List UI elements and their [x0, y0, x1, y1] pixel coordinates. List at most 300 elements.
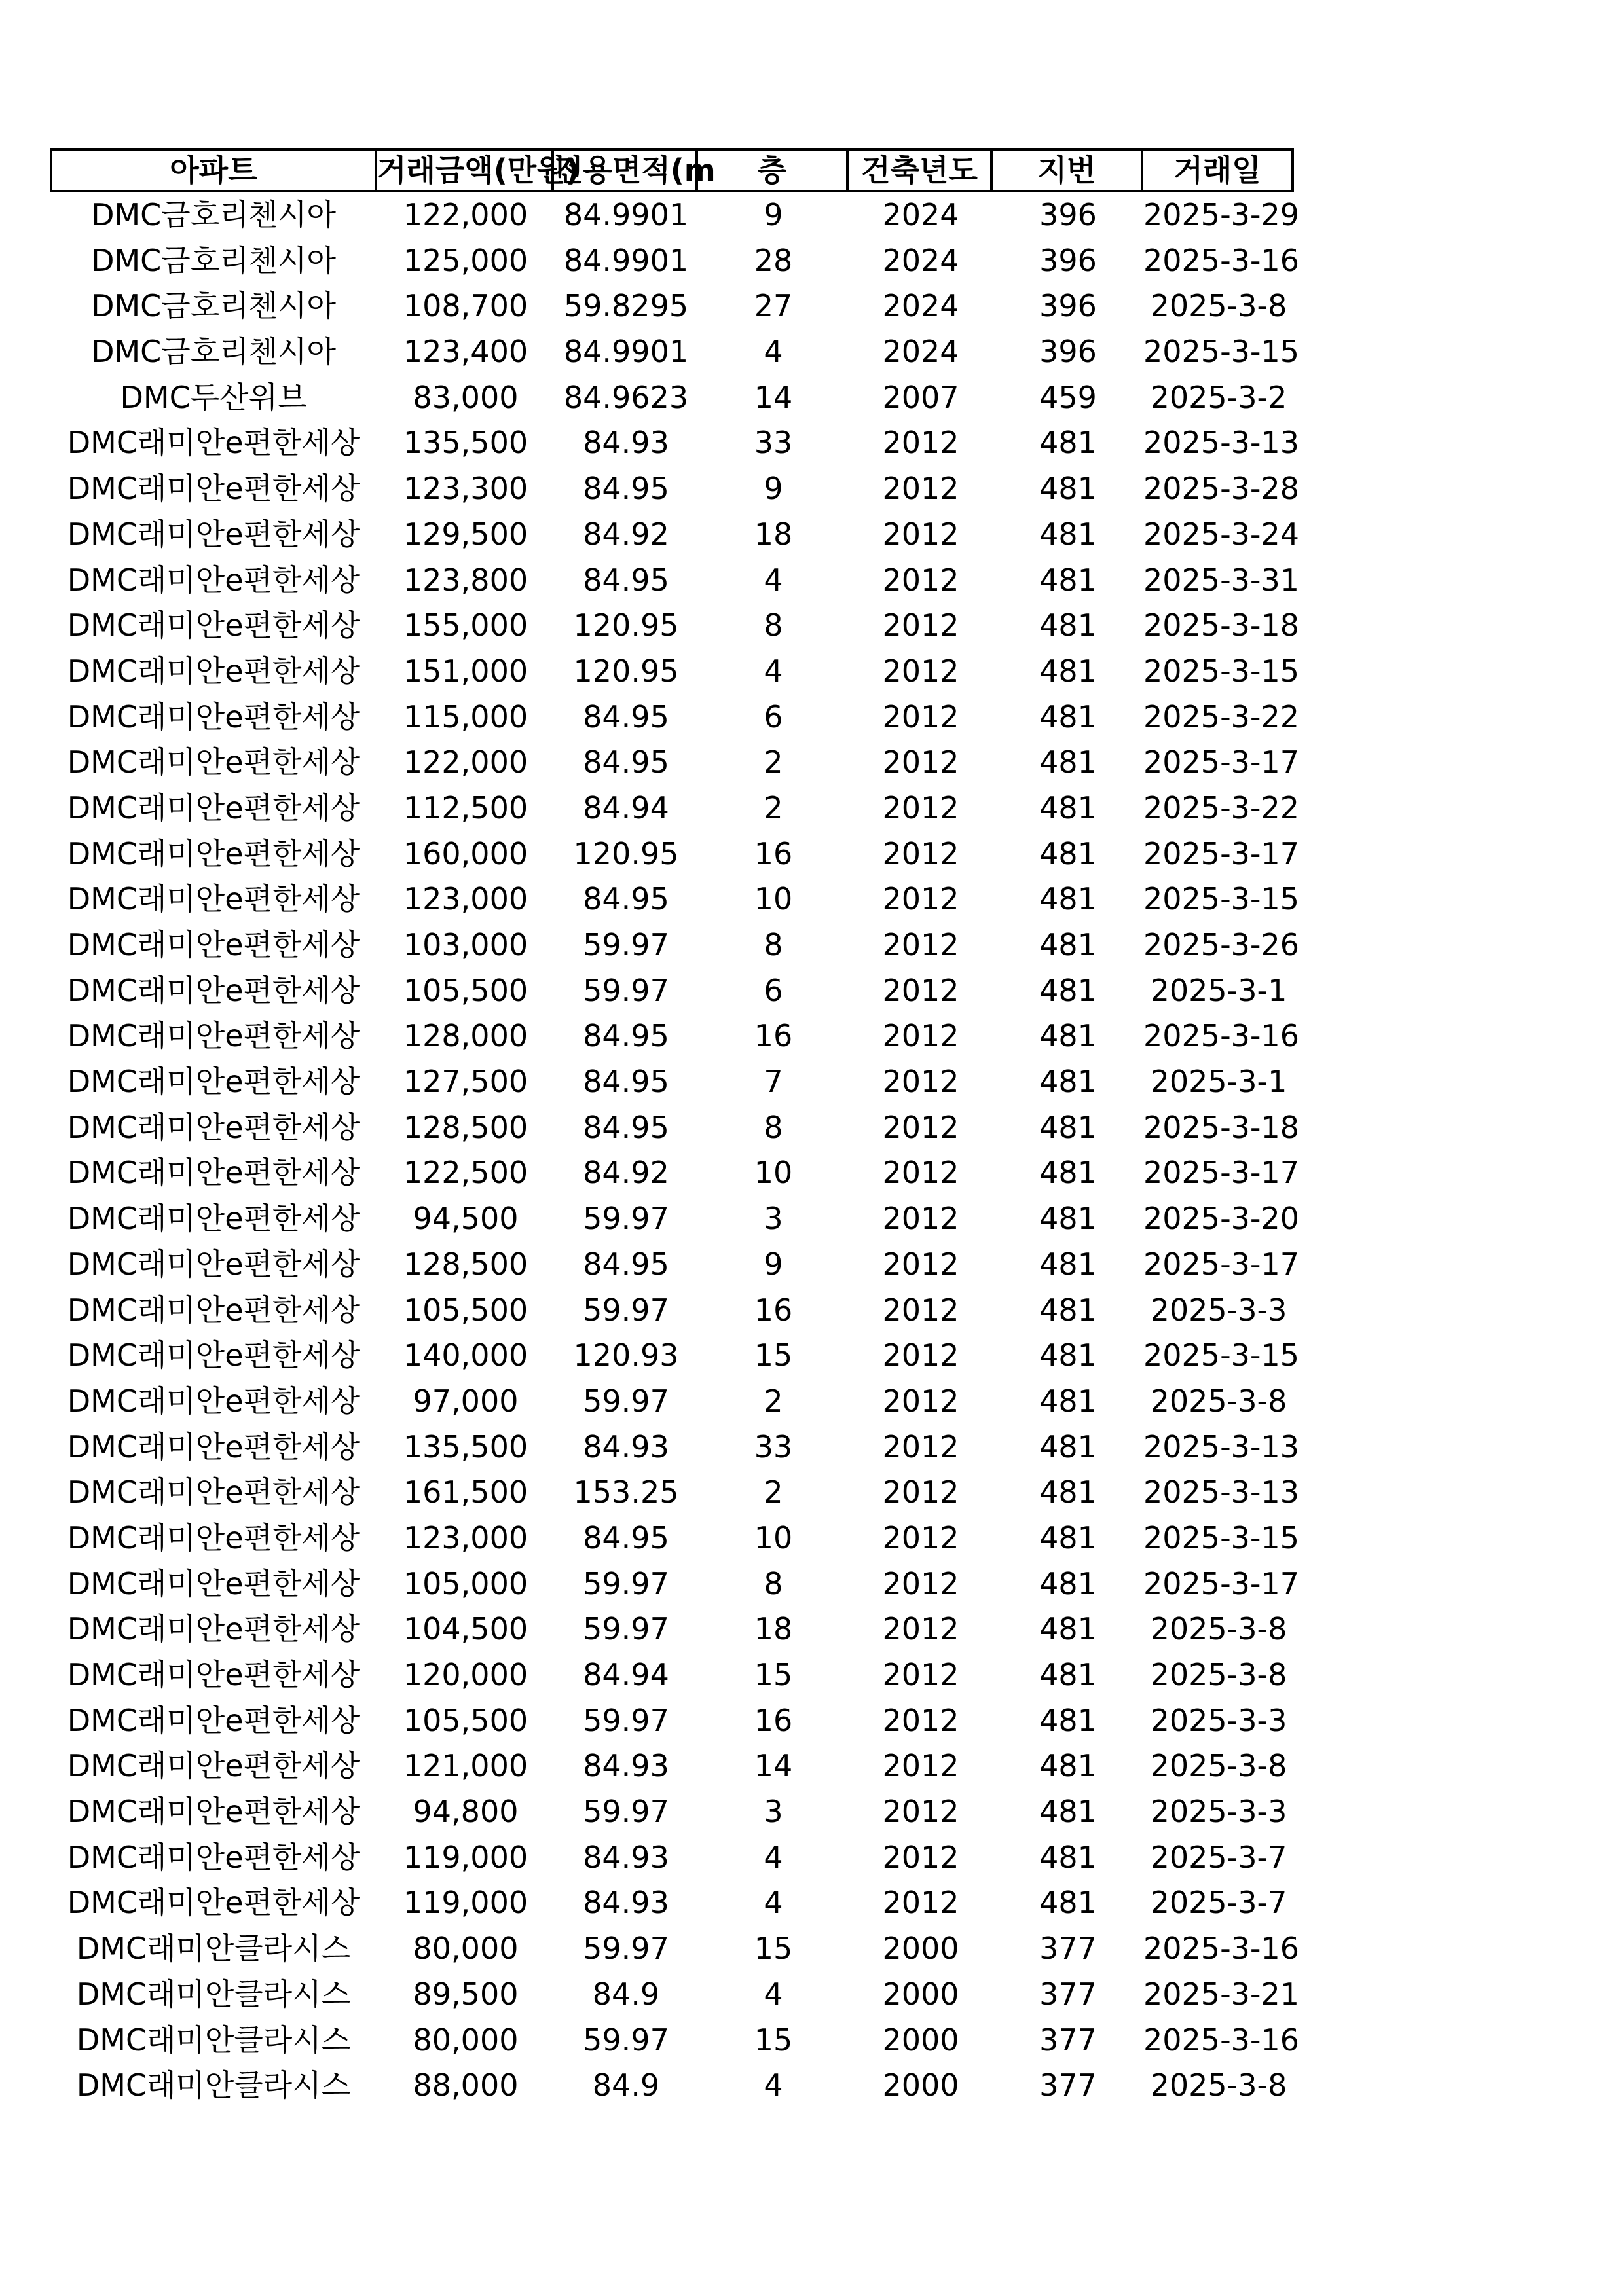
- cell-trade-date[interactable]: 2025-3-3: [1150, 1702, 1287, 1738]
- cell-lot-number[interactable]: 481: [1039, 1429, 1097, 1465]
- cell-floor[interactable]: 4: [764, 653, 783, 689]
- cell-apartment[interactable]: DMC래미안e편한세상: [67, 1885, 360, 1921]
- cell-trade-date[interactable]: 2025-3-7: [1150, 1885, 1287, 1921]
- cell-apartment[interactable]: DMC래미안e편한세상: [67, 1429, 360, 1465]
- cell-trade-date[interactable]: 2025-3-8: [1150, 1657, 1287, 1692]
- cell-lot-number[interactable]: 481: [1039, 1292, 1097, 1328]
- cell-exclusive-area[interactable]: 59.97: [583, 1794, 669, 1830]
- cell-apartment[interactable]: DMC래미안e편한세상: [67, 471, 360, 507]
- cell-trade-date[interactable]: 2025-3-15: [1143, 334, 1300, 370]
- cell-apartment[interactable]: DMC래미안클라시스: [76, 1976, 351, 2012]
- cell-exclusive-area[interactable]: 59.97: [583, 1565, 669, 1601]
- cell-trade-date[interactable]: 2025-3-8: [1150, 2068, 1287, 2104]
- cell-trade-amount[interactable]: 94,800: [413, 1794, 519, 1830]
- cell-build-year[interactable]: 2012: [882, 562, 959, 598]
- cell-build-year[interactable]: 2012: [882, 881, 959, 917]
- cell-build-year[interactable]: 2012: [882, 1885, 959, 1921]
- cell-apartment[interactable]: DMC래미안e편한세상: [67, 1383, 360, 1419]
- cell-lot-number[interactable]: 481: [1039, 1064, 1097, 1100]
- cell-lot-number[interactable]: 481: [1039, 608, 1097, 644]
- cell-lot-number[interactable]: 377: [1039, 2022, 1097, 2058]
- cell-apartment[interactable]: DMC금호리첸시아: [91, 288, 336, 324]
- cell-exclusive-area[interactable]: 120.95: [573, 653, 679, 689]
- cell-build-year[interactable]: 2012: [882, 1201, 959, 1237]
- cell-trade-amount[interactable]: 105,000: [403, 1565, 528, 1601]
- cell-lot-number[interactable]: 481: [1039, 1794, 1097, 1830]
- cell-trade-amount[interactable]: 89,500: [413, 1976, 519, 2012]
- cell-lot-number[interactable]: 481: [1039, 790, 1097, 826]
- cell-apartment[interactable]: DMC금호리첸시아: [91, 334, 336, 370]
- cell-build-year[interactable]: 2012: [882, 699, 959, 735]
- cell-floor[interactable]: 8: [764, 927, 783, 962]
- cell-build-year[interactable]: 2024: [882, 288, 959, 324]
- cell-lot-number[interactable]: 481: [1039, 1565, 1097, 1601]
- header-apartment[interactable]: 아파트: [50, 148, 377, 192]
- cell-build-year[interactable]: 2012: [882, 1474, 959, 1510]
- cell-floor[interactable]: 16: [754, 1018, 793, 1054]
- cell-floor[interactable]: 28: [754, 242, 793, 278]
- cell-lot-number[interactable]: 481: [1039, 1748, 1097, 1784]
- cell-trade-amount[interactable]: 140,000: [403, 1338, 528, 1374]
- cell-build-year[interactable]: 2012: [882, 1702, 959, 1738]
- cell-trade-amount[interactable]: 122,500: [403, 1155, 528, 1191]
- cell-trade-date[interactable]: 2025-3-31: [1143, 562, 1300, 598]
- cell-lot-number[interactable]: 481: [1039, 1383, 1097, 1419]
- cell-trade-date[interactable]: 2025-3-24: [1143, 516, 1300, 552]
- cell-trade-date[interactable]: 2025-3-18: [1143, 608, 1300, 644]
- cell-apartment[interactable]: DMC래미안e편한세상: [67, 1794, 360, 1830]
- cell-build-year[interactable]: 2012: [882, 471, 959, 507]
- cell-lot-number[interactable]: 481: [1039, 562, 1097, 598]
- cell-floor[interactable]: 10: [754, 881, 793, 917]
- cell-lot-number[interactable]: 481: [1039, 1201, 1097, 1237]
- cell-build-year[interactable]: 2024: [882, 242, 959, 278]
- cell-floor[interactable]: 2: [764, 1474, 783, 1510]
- header-floor[interactable]: 층: [698, 148, 849, 192]
- cell-trade-amount[interactable]: 123,000: [403, 1520, 528, 1556]
- cell-apartment[interactable]: DMC래미안e편한세상: [67, 1702, 360, 1738]
- cell-trade-date[interactable]: 2025-3-2: [1150, 379, 1287, 415]
- cell-build-year[interactable]: 2012: [882, 1064, 959, 1100]
- cell-exclusive-area[interactable]: 84.95: [583, 1520, 669, 1556]
- cell-floor[interactable]: 33: [754, 425, 793, 461]
- cell-exclusive-area[interactable]: 84.93: [583, 1748, 669, 1784]
- cell-trade-amount[interactable]: 108,700: [403, 288, 528, 324]
- cell-exclusive-area[interactable]: 59.97: [583, 1702, 669, 1738]
- cell-lot-number[interactable]: 481: [1039, 835, 1097, 871]
- cell-trade-date[interactable]: 2025-3-8: [1150, 288, 1287, 324]
- cell-trade-amount[interactable]: 122,000: [403, 197, 528, 232]
- cell-build-year[interactable]: 2000: [882, 1931, 959, 1967]
- cell-apartment[interactable]: DMC래미안e편한세상: [67, 562, 360, 598]
- cell-trade-date[interactable]: 2025-3-28: [1143, 471, 1300, 507]
- cell-apartment[interactable]: DMC래미안e편한세상: [67, 1474, 360, 1510]
- cell-trade-date[interactable]: 2025-3-16: [1143, 2022, 1300, 2058]
- cell-exclusive-area[interactable]: 59.97: [583, 1292, 669, 1328]
- cell-lot-number[interactable]: 459: [1039, 379, 1097, 415]
- cell-floor[interactable]: 16: [754, 1292, 793, 1328]
- cell-lot-number[interactable]: 481: [1039, 881, 1097, 917]
- cell-trade-date[interactable]: 2025-3-3: [1150, 1794, 1287, 1830]
- cell-exclusive-area[interactable]: 59.97: [583, 1383, 669, 1419]
- cell-apartment[interactable]: DMC래미안e편한세상: [67, 835, 360, 871]
- cell-build-year[interactable]: 2024: [882, 334, 959, 370]
- cell-trade-amount[interactable]: 103,000: [403, 927, 528, 962]
- cell-lot-number[interactable]: 481: [1039, 516, 1097, 552]
- cell-trade-date[interactable]: 2025-3-15: [1143, 1520, 1300, 1556]
- cell-build-year[interactable]: 2012: [882, 1748, 959, 1784]
- cell-lot-number[interactable]: 481: [1039, 1611, 1097, 1647]
- cell-trade-amount[interactable]: 125,000: [403, 242, 528, 278]
- cell-exclusive-area[interactable]: 153.25: [573, 1474, 679, 1510]
- cell-apartment[interactable]: DMC래미안e편한세상: [67, 425, 360, 461]
- cell-trade-amount[interactable]: 123,000: [403, 881, 528, 917]
- cell-trade-amount[interactable]: 151,000: [403, 653, 528, 689]
- cell-build-year[interactable]: 2012: [882, 1429, 959, 1465]
- cell-floor[interactable]: 27: [754, 288, 793, 324]
- cell-trade-amount[interactable]: 97,000: [413, 1383, 519, 1419]
- cell-exclusive-area[interactable]: 84.95: [583, 881, 669, 917]
- cell-apartment[interactable]: DMC래미안e편한세상: [67, 1748, 360, 1784]
- cell-apartment[interactable]: DMC래미안e편한세상: [67, 1657, 360, 1692]
- header-lot-number[interactable]: 지번: [993, 148, 1143, 192]
- cell-trade-date[interactable]: 2025-3-3: [1150, 1292, 1287, 1328]
- cell-lot-number[interactable]: 377: [1039, 1976, 1097, 2012]
- cell-lot-number[interactable]: 377: [1039, 1931, 1097, 1967]
- cell-floor[interactable]: 6: [764, 972, 783, 1008]
- cell-trade-date[interactable]: 2025-3-7: [1150, 1839, 1287, 1875]
- cell-apartment[interactable]: DMC래미안e편한세상: [67, 1520, 360, 1556]
- cell-lot-number[interactable]: 396: [1039, 242, 1097, 278]
- cell-exclusive-area[interactable]: 84.94: [583, 790, 669, 826]
- cell-floor[interactable]: 8: [764, 608, 783, 644]
- cell-lot-number[interactable]: 481: [1039, 972, 1097, 1008]
- cell-floor[interactable]: 9: [764, 471, 783, 507]
- cell-floor[interactable]: 14: [754, 1748, 793, 1784]
- cell-apartment[interactable]: DMC래미안e편한세상: [67, 927, 360, 962]
- cell-trade-date[interactable]: 2025-3-1: [1150, 972, 1287, 1008]
- cell-apartment[interactable]: DMC래미안e편한세상: [67, 1155, 360, 1191]
- cell-trade-date[interactable]: 2025-3-26: [1143, 927, 1300, 962]
- cell-build-year[interactable]: 2012: [882, 1611, 959, 1647]
- cell-floor[interactable]: 4: [764, 1885, 783, 1921]
- cell-lot-number[interactable]: 481: [1039, 1338, 1097, 1374]
- cell-apartment[interactable]: DMC래미안e편한세상: [67, 1839, 360, 1875]
- cell-trade-amount[interactable]: 88,000: [413, 2068, 519, 2104]
- cell-apartment[interactable]: DMC래미안e편한세상: [67, 1201, 360, 1237]
- cell-lot-number[interactable]: 481: [1039, 1657, 1097, 1692]
- cell-floor[interactable]: 4: [764, 1976, 783, 2012]
- cell-trade-amount[interactable]: 127,500: [403, 1064, 528, 1100]
- cell-trade-amount[interactable]: 104,500: [403, 1611, 528, 1647]
- cell-apartment[interactable]: DMC래미안e편한세상: [67, 790, 360, 826]
- cell-exclusive-area[interactable]: 84.93: [583, 425, 669, 461]
- cell-apartment[interactable]: DMC금호리첸시아: [91, 242, 336, 278]
- cell-apartment[interactable]: DMC래미안e편한세상: [67, 744, 360, 780]
- cell-exclusive-area[interactable]: 120.95: [573, 608, 679, 644]
- cell-exclusive-area[interactable]: 59.97: [583, 972, 669, 1008]
- cell-exclusive-area[interactable]: 59.8295: [563, 288, 689, 324]
- cell-floor[interactable]: 15: [754, 2022, 793, 2058]
- cell-exclusive-area[interactable]: 59.97: [583, 1611, 669, 1647]
- cell-floor[interactable]: 14: [754, 379, 793, 415]
- cell-lot-number[interactable]: 481: [1039, 1885, 1097, 1921]
- cell-trade-date[interactable]: 2025-3-16: [1143, 242, 1300, 278]
- cell-apartment[interactable]: DMC래미안e편한세상: [67, 1064, 360, 1100]
- cell-floor[interactable]: 15: [754, 1931, 793, 1967]
- cell-lot-number[interactable]: 481: [1039, 425, 1097, 461]
- cell-trade-date[interactable]: 2025-3-8: [1150, 1748, 1287, 1784]
- cell-trade-amount[interactable]: 115,000: [403, 699, 528, 735]
- cell-floor[interactable]: 7: [764, 1064, 783, 1100]
- cell-exclusive-area[interactable]: 59.97: [583, 1201, 669, 1237]
- cell-floor[interactable]: 4: [764, 2068, 783, 2104]
- cell-exclusive-area[interactable]: 59.97: [583, 1931, 669, 1967]
- cell-lot-number[interactable]: 481: [1039, 927, 1097, 962]
- cell-build-year[interactable]: 2012: [882, 1338, 959, 1374]
- cell-exclusive-area[interactable]: 84.95: [583, 699, 669, 735]
- cell-trade-amount[interactable]: 129,500: [403, 516, 528, 552]
- cell-build-year[interactable]: 2000: [882, 2068, 959, 2104]
- cell-exclusive-area[interactable]: 84.9: [592, 1976, 660, 2012]
- cell-apartment[interactable]: DMC래미안e편한세상: [67, 653, 360, 689]
- cell-floor[interactable]: 16: [754, 835, 793, 871]
- cell-exclusive-area[interactable]: 84.92: [583, 1155, 669, 1191]
- cell-build-year[interactable]: 2012: [882, 1520, 959, 1556]
- cell-exclusive-area[interactable]: 84.95: [583, 1109, 669, 1145]
- cell-floor[interactable]: 16: [754, 1702, 793, 1738]
- cell-floor[interactable]: 2: [764, 790, 783, 826]
- cell-trade-amount[interactable]: 155,000: [403, 608, 528, 644]
- header-exclusive-area[interactable]: 전용면적(m: [554, 148, 698, 192]
- cell-apartment[interactable]: DMC래미안e편한세상: [67, 1338, 360, 1374]
- cell-build-year[interactable]: 2012: [882, 1155, 959, 1191]
- cell-floor[interactable]: 10: [754, 1520, 793, 1556]
- cell-trade-amount[interactable]: 80,000: [413, 1931, 519, 1967]
- cell-lot-number[interactable]: 481: [1039, 471, 1097, 507]
- cell-floor[interactable]: 18: [754, 516, 793, 552]
- cell-build-year[interactable]: 2012: [882, 744, 959, 780]
- cell-build-year[interactable]: 2012: [882, 1109, 959, 1145]
- cell-apartment[interactable]: DMC두산위브: [120, 379, 307, 415]
- cell-trade-date[interactable]: 2025-3-8: [1150, 1611, 1287, 1647]
- cell-trade-date[interactable]: 2025-3-1: [1150, 1064, 1287, 1100]
- cell-floor[interactable]: 9: [764, 1246, 783, 1282]
- cell-build-year[interactable]: 2012: [882, 790, 959, 826]
- cell-apartment[interactable]: DMC래미안e편한세상: [67, 516, 360, 552]
- cell-floor[interactable]: 8: [764, 1109, 783, 1145]
- cell-trade-amount[interactable]: 123,800: [403, 562, 528, 598]
- header-trade-amount[interactable]: 거래금액(만원): [377, 148, 554, 192]
- cell-trade-date[interactable]: 2025-3-22: [1143, 699, 1300, 735]
- cell-trade-date[interactable]: 2025-3-22: [1143, 790, 1300, 826]
- cell-trade-amount[interactable]: 135,500: [403, 1429, 528, 1465]
- cell-apartment[interactable]: DMC래미안클라시스: [76, 2068, 351, 2104]
- cell-apartment[interactable]: DMC래미안e편한세상: [67, 1109, 360, 1145]
- cell-build-year[interactable]: 2012: [882, 653, 959, 689]
- cell-trade-date[interactable]: 2025-3-18: [1143, 1109, 1300, 1145]
- cell-build-year[interactable]: 2012: [882, 1657, 959, 1692]
- cell-apartment[interactable]: DMC래미안e편한세상: [67, 1246, 360, 1282]
- cell-apartment[interactable]: DMC래미안e편한세상: [67, 608, 360, 644]
- cell-lot-number[interactable]: 481: [1039, 1520, 1097, 1556]
- cell-trade-amount[interactable]: 105,500: [403, 1292, 528, 1328]
- cell-exclusive-area[interactable]: 84.95: [583, 1246, 669, 1282]
- cell-trade-date[interactable]: 2025-3-17: [1143, 835, 1300, 871]
- cell-trade-date[interactable]: 2025-3-13: [1143, 1474, 1300, 1510]
- cell-exclusive-area[interactable]: 84.93: [583, 1429, 669, 1465]
- cell-floor[interactable]: 15: [754, 1657, 793, 1692]
- cell-trade-date[interactable]: 2025-3-15: [1143, 881, 1300, 917]
- cell-trade-amount[interactable]: 105,500: [403, 972, 528, 1008]
- cell-trade-date[interactable]: 2025-3-8: [1150, 1383, 1287, 1419]
- cell-build-year[interactable]: 2012: [882, 1383, 959, 1419]
- cell-floor[interactable]: 9: [764, 197, 783, 232]
- cell-apartment[interactable]: DMC래미안e편한세상: [67, 1292, 360, 1328]
- cell-floor[interactable]: 4: [764, 334, 783, 370]
- cell-exclusive-area[interactable]: 84.95: [583, 744, 669, 780]
- cell-exclusive-area[interactable]: 84.95: [583, 1064, 669, 1100]
- cell-trade-amount[interactable]: 128,000: [403, 1018, 528, 1054]
- cell-floor[interactable]: 2: [764, 1383, 783, 1419]
- cell-build-year[interactable]: 2007: [882, 379, 959, 415]
- cell-trade-amount[interactable]: 94,500: [413, 1201, 519, 1237]
- cell-floor[interactable]: 4: [764, 562, 783, 598]
- cell-apartment[interactable]: DMC래미안e편한세상: [67, 1565, 360, 1601]
- cell-exclusive-area[interactable]: 120.93: [573, 1338, 679, 1374]
- cell-exclusive-area[interactable]: 84.93: [583, 1885, 669, 1921]
- cell-build-year[interactable]: 2012: [882, 927, 959, 962]
- cell-exclusive-area[interactable]: 84.9901: [563, 334, 689, 370]
- cell-trade-amount[interactable]: 123,300: [403, 471, 528, 507]
- cell-trade-amount[interactable]: 123,400: [403, 334, 528, 370]
- cell-apartment[interactable]: DMC래미안e편한세상: [67, 881, 360, 917]
- cell-floor[interactable]: 33: [754, 1429, 793, 1465]
- cell-exclusive-area[interactable]: 84.92: [583, 516, 669, 552]
- cell-build-year[interactable]: 2012: [882, 425, 959, 461]
- cell-trade-amount[interactable]: 128,500: [403, 1109, 528, 1145]
- cell-floor[interactable]: 2: [764, 744, 783, 780]
- cell-apartment[interactable]: DMC래미안e편한세상: [67, 1018, 360, 1054]
- cell-build-year[interactable]: 2012: [882, 516, 959, 552]
- cell-trade-date[interactable]: 2025-3-21: [1143, 1976, 1300, 2012]
- cell-build-year[interactable]: 2012: [882, 1794, 959, 1830]
- cell-trade-date[interactable]: 2025-3-16: [1143, 1931, 1300, 1967]
- cell-trade-amount[interactable]: 112,500: [403, 790, 528, 826]
- cell-floor[interactable]: 10: [754, 1155, 793, 1191]
- cell-lot-number[interactable]: 481: [1039, 699, 1097, 735]
- cell-build-year[interactable]: 2000: [882, 1976, 959, 2012]
- cell-build-year[interactable]: 2012: [882, 1839, 959, 1875]
- cell-build-year[interactable]: 2012: [882, 1565, 959, 1601]
- cell-floor[interactable]: 18: [754, 1611, 793, 1647]
- cell-apartment[interactable]: DMC래미안클라시스: [76, 2022, 351, 2058]
- cell-build-year[interactable]: 2012: [882, 1292, 959, 1328]
- cell-trade-amount[interactable]: 119,000: [403, 1839, 528, 1875]
- cell-build-year[interactable]: 2000: [882, 2022, 959, 2058]
- cell-trade-amount[interactable]: 160,000: [403, 835, 528, 871]
- cell-trade-amount[interactable]: 161,500: [403, 1474, 528, 1510]
- cell-trade-date[interactable]: 2025-3-20: [1143, 1201, 1300, 1237]
- cell-lot-number[interactable]: 481: [1039, 1018, 1097, 1054]
- cell-trade-date[interactable]: 2025-3-29: [1143, 197, 1300, 232]
- cell-lot-number[interactable]: 481: [1039, 653, 1097, 689]
- cell-trade-amount[interactable]: 105,500: [403, 1702, 528, 1738]
- cell-trade-amount[interactable]: 128,500: [403, 1246, 528, 1282]
- cell-exclusive-area[interactable]: 84.94: [583, 1657, 669, 1692]
- cell-build-year[interactable]: 2012: [882, 972, 959, 1008]
- cell-trade-amount[interactable]: 120,000: [403, 1657, 528, 1692]
- cell-exclusive-area[interactable]: 84.9623: [563, 379, 689, 415]
- cell-trade-date[interactable]: 2025-3-17: [1143, 1246, 1300, 1282]
- cell-exclusive-area[interactable]: 84.9901: [563, 197, 689, 232]
- cell-apartment[interactable]: DMC래미안e편한세상: [67, 699, 360, 735]
- cell-trade-date[interactable]: 2025-3-17: [1143, 744, 1300, 780]
- cell-build-year[interactable]: 2012: [882, 608, 959, 644]
- cell-floor[interactable]: 6: [764, 699, 783, 735]
- cell-floor[interactable]: 15: [754, 1338, 793, 1374]
- cell-trade-date[interactable]: 2025-3-13: [1143, 1429, 1300, 1465]
- cell-exclusive-area[interactable]: 120.95: [573, 835, 679, 871]
- cell-floor[interactable]: 3: [764, 1201, 783, 1237]
- cell-trade-amount[interactable]: 80,000: [413, 2022, 519, 2058]
- cell-apartment[interactable]: DMC래미안e편한세상: [67, 1611, 360, 1647]
- cell-exclusive-area[interactable]: 84.9901: [563, 242, 689, 278]
- cell-lot-number[interactable]: 481: [1039, 1839, 1097, 1875]
- cell-floor[interactable]: 3: [764, 1794, 783, 1830]
- cell-build-year[interactable]: 2012: [882, 1246, 959, 1282]
- cell-lot-number[interactable]: 481: [1039, 1702, 1097, 1738]
- cell-build-year[interactable]: 2012: [882, 1018, 959, 1054]
- cell-lot-number[interactable]: 481: [1039, 744, 1097, 780]
- cell-trade-amount[interactable]: 122,000: [403, 744, 528, 780]
- cell-trade-date[interactable]: 2025-3-17: [1143, 1155, 1300, 1191]
- cell-lot-number[interactable]: 396: [1039, 334, 1097, 370]
- cell-trade-date[interactable]: 2025-3-17: [1143, 1565, 1300, 1601]
- cell-floor[interactable]: 4: [764, 1839, 783, 1875]
- cell-trade-amount[interactable]: 121,000: [403, 1748, 528, 1784]
- cell-floor[interactable]: 8: [764, 1565, 783, 1601]
- cell-trade-amount[interactable]: 135,500: [403, 425, 528, 461]
- cell-build-year[interactable]: 2024: [882, 197, 959, 232]
- cell-trade-amount[interactable]: 119,000: [403, 1885, 528, 1921]
- cell-build-year[interactable]: 2012: [882, 835, 959, 871]
- cell-apartment[interactable]: DMC래미안클라시스: [76, 1931, 351, 1967]
- cell-trade-date[interactable]: 2025-3-15: [1143, 653, 1300, 689]
- cell-trade-date[interactable]: 2025-3-16: [1143, 1018, 1300, 1054]
- cell-lot-number[interactable]: 396: [1039, 288, 1097, 324]
- cell-lot-number[interactable]: 377: [1039, 2068, 1097, 2104]
- cell-exclusive-area[interactable]: 59.97: [583, 2022, 669, 2058]
- header-trade-date[interactable]: 거래일: [1143, 148, 1294, 192]
- cell-lot-number[interactable]: 481: [1039, 1109, 1097, 1145]
- cell-exclusive-area[interactable]: 84.93: [583, 1839, 669, 1875]
- cell-lot-number[interactable]: 481: [1039, 1155, 1097, 1191]
- cell-lot-number[interactable]: 396: [1039, 197, 1097, 232]
- cell-exclusive-area[interactable]: 84.95: [583, 562, 669, 598]
- cell-trade-amount[interactable]: 83,000: [413, 379, 519, 415]
- cell-apartment[interactable]: DMC래미안e편한세상: [67, 972, 360, 1008]
- header-build-year[interactable]: 건축년도: [849, 148, 993, 192]
- cell-lot-number[interactable]: 481: [1039, 1246, 1097, 1282]
- cell-exclusive-area[interactable]: 84.95: [583, 471, 669, 507]
- cell-exclusive-area[interactable]: 84.9: [592, 2068, 660, 2104]
- cell-exclusive-area[interactable]: 59.97: [583, 927, 669, 962]
- cell-apartment[interactable]: DMC금호리첸시아: [91, 197, 336, 232]
- cell-trade-date[interactable]: 2025-3-13: [1143, 425, 1300, 461]
- cell-lot-number[interactable]: 481: [1039, 1474, 1097, 1510]
- cell-exclusive-area[interactable]: 84.95: [583, 1018, 669, 1054]
